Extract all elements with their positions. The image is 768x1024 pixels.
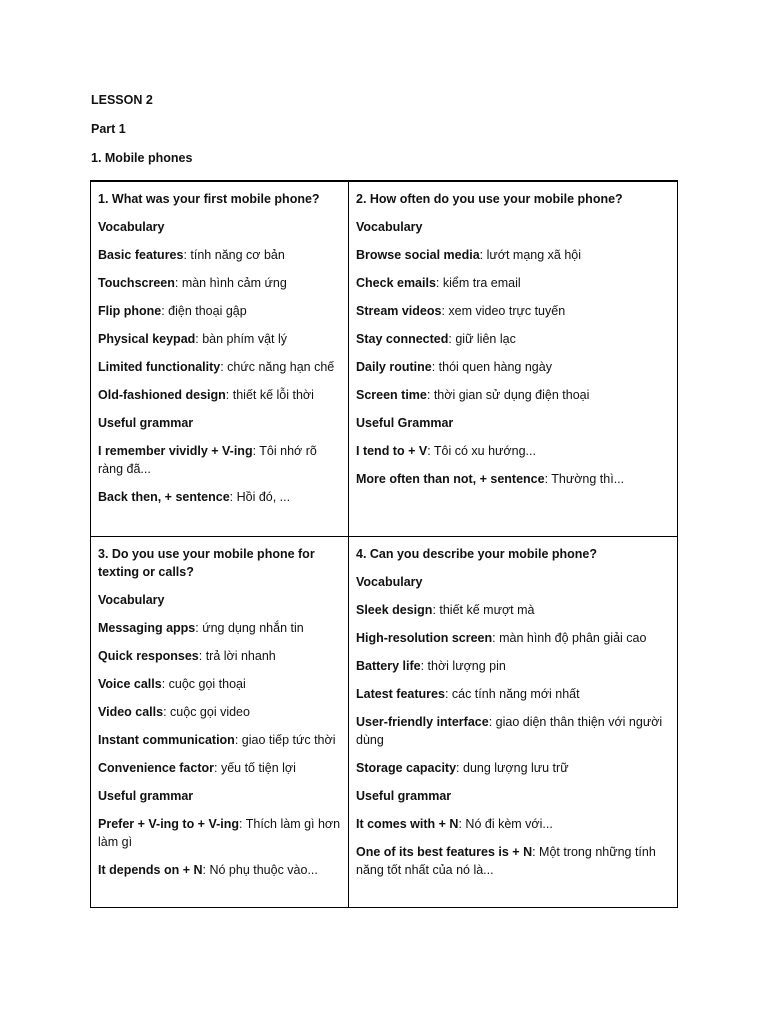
meaning: : các tính năng mới nhất	[444, 687, 580, 701]
vocab-item	[98, 274, 341, 292]
vocab-item	[98, 731, 341, 749]
meaning: : lướt mạng xã hội	[479, 248, 582, 262]
meaning: : Thích làm gì hơn làm gì	[98, 817, 341, 849]
lesson-title: LESSON 2	[91, 93, 153, 107]
term: It depends on + N	[98, 863, 203, 877]
grammar-item	[356, 470, 670, 488]
question-heading: 2. How often do you use your mobile phone?	[356, 192, 623, 206]
vocab-item	[356, 246, 670, 264]
meaning: : tính năng cơ bản	[183, 248, 285, 262]
meaning: : thiết kế lỗi thời	[225, 388, 314, 402]
term: I tend to + V	[356, 444, 428, 458]
vocab-item	[356, 713, 670, 749]
meaning: : giao diện thân thiện với người dùng	[356, 715, 663, 747]
lesson-table	[90, 180, 678, 908]
meaning: : Một trong những tính năng tốt nhất của nó là...	[356, 845, 656, 877]
meaning: : thói quen hàng ngày	[431, 360, 552, 374]
vocab-item	[356, 274, 670, 292]
question-cell	[356, 545, 670, 879]
grammar-heading: Useful grammar	[356, 789, 452, 803]
grammar-item	[356, 442, 670, 460]
meaning: : giữ liên lạc	[448, 332, 516, 346]
meaning: : màn hình cảm ứng	[174, 276, 287, 290]
meaning: : Hồi đó, ...	[229, 490, 291, 504]
meaning: : chức năng hạn chế	[220, 360, 335, 374]
grammar-item	[356, 815, 670, 833]
meaning: : điện thoại gập	[161, 304, 247, 318]
term: Messaging apps	[98, 621, 196, 635]
vocab-item	[98, 675, 341, 693]
term: Browse social media	[356, 248, 480, 262]
term: Stay connected	[356, 332, 449, 346]
term: Battery life	[356, 659, 421, 673]
meaning: : Nó phụ thuộc vào...	[202, 863, 318, 877]
grammar-heading: Useful grammar	[98, 416, 194, 430]
meaning: : kiểm tra email	[435, 276, 521, 290]
vocab-item	[356, 759, 670, 777]
grammar-heading: Useful Grammar	[356, 416, 454, 430]
vocab-item	[98, 619, 341, 637]
vocab-item	[98, 302, 341, 320]
vocab-item	[98, 703, 341, 721]
meaning: : bàn phím vật lý	[195, 332, 287, 346]
term: Convenience factor	[98, 761, 215, 775]
term: User-friendly interface	[356, 715, 489, 729]
term: Instant communication	[98, 733, 235, 747]
document-header	[91, 94, 192, 181]
term: Physical keypad	[98, 332, 196, 346]
meaning: : thời lượng pin	[420, 659, 506, 673]
meaning: : cuộc gọi video	[163, 705, 250, 719]
meaning: : Tôi có xu hướng...	[427, 444, 536, 458]
vocab-item	[356, 629, 670, 647]
meaning: : dung lượng lưu trữ	[456, 761, 569, 775]
term: Sleek design	[356, 603, 433, 617]
term: Check emails	[356, 276, 436, 290]
vocabulary-heading: Vocabulary	[356, 575, 423, 589]
vocabulary-heading: Vocabulary	[98, 593, 165, 607]
meaning: : xem video trực tuyến	[441, 304, 566, 318]
meaning: : ứng dụng nhắn tin	[195, 621, 304, 635]
term: Screen time	[356, 388, 427, 402]
grammar-item	[98, 815, 341, 851]
vocabulary-heading: Vocabulary	[98, 220, 165, 234]
vocab-item	[98, 386, 341, 404]
term: Stream videos	[356, 304, 442, 318]
vocab-item	[98, 759, 341, 777]
term: Limited functionality	[98, 360, 221, 374]
vocab-item	[356, 386, 670, 404]
question-heading: 3. Do you use your mobile phone for texting or calls?	[98, 547, 315, 579]
term: Old-fashioned design	[98, 388, 226, 402]
term: Latest features	[356, 687, 445, 701]
meaning: : thiết kế mượt mà	[432, 603, 535, 617]
vocab-item	[356, 302, 670, 320]
vocab-item	[356, 657, 670, 675]
meaning: : thời gian sử dụng điện thoại	[426, 388, 590, 402]
vocab-item	[98, 358, 341, 376]
meaning: : Thường thì...	[544, 472, 625, 486]
question-heading: 1. What was your first mobile phone?	[98, 192, 320, 206]
term: Video calls	[98, 705, 164, 719]
term: Back then, + sentence	[98, 490, 230, 504]
topic-title: 1. Mobile phones	[91, 151, 193, 165]
vocab-item	[356, 330, 670, 348]
part-title: Part 1	[91, 122, 126, 136]
term: Storage capacity	[356, 761, 457, 775]
term: Voice calls	[98, 677, 162, 691]
meaning: : yếu tố tiện lợi	[214, 761, 296, 775]
vocab-item	[356, 601, 670, 619]
grammar-item	[98, 442, 341, 478]
question-heading: 4. Can you describe your mobile phone?	[356, 547, 598, 561]
term: Flip phone	[98, 304, 162, 318]
meaning: : màn hình độ phân giải cao	[492, 631, 647, 645]
grammar-heading: Useful grammar	[98, 789, 194, 803]
term: Prefer + V-ing to + V-ing	[98, 817, 240, 831]
vocab-item	[98, 330, 341, 348]
grammar-item	[356, 843, 670, 879]
question-cell	[98, 545, 341, 879]
term: High-resolution screen	[356, 631, 493, 645]
vocabulary-heading: Vocabulary	[356, 220, 423, 234]
grammar-item	[98, 488, 341, 506]
term: Basic features	[98, 248, 184, 262]
meaning: : Nó đi kèm với...	[458, 817, 553, 831]
term: It comes with + N	[356, 817, 459, 831]
meaning: : Tôi nhớ rõ ràng đã...	[98, 444, 317, 476]
term: Touchscreen	[98, 276, 175, 290]
term: More often than not, + sentence	[356, 472, 545, 486]
term: Quick responses	[98, 649, 199, 663]
question-cell	[356, 190, 670, 488]
meaning: : trả lời nhanh	[198, 649, 276, 663]
vocab-item	[356, 358, 670, 376]
vocab-item	[356, 685, 670, 703]
meaning: : cuộc gọi thoại	[161, 677, 246, 691]
question-cell	[98, 190, 341, 506]
term: Daily routine	[356, 360, 432, 374]
meaning: : giao tiếp tức thời	[234, 733, 336, 747]
vocab-item	[98, 246, 341, 264]
term: One of its best features is + N	[356, 845, 533, 859]
vocab-item	[98, 647, 341, 665]
grammar-item	[98, 861, 341, 879]
term: I remember vividly + V-ing	[98, 444, 253, 458]
